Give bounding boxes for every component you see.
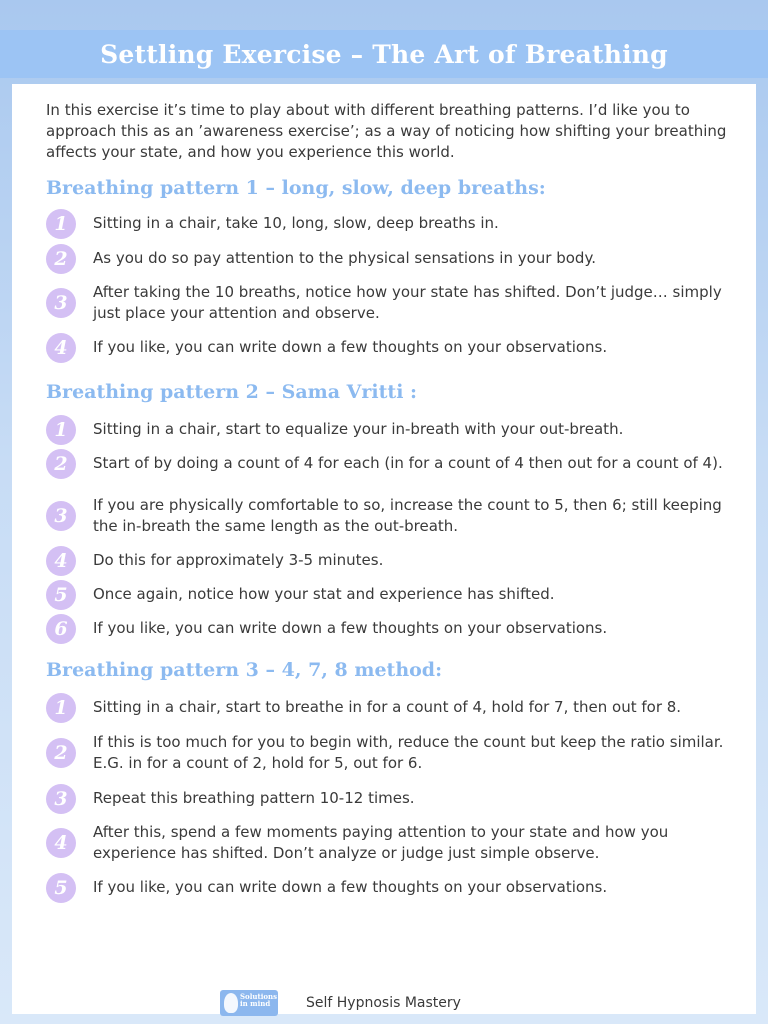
pattern-2-list bbox=[46, 419, 736, 639]
list-item bbox=[46, 282, 736, 324]
list-item bbox=[46, 453, 736, 474]
head-silhouette-icon bbox=[224, 993, 238, 1013]
header-banner bbox=[0, 30, 768, 78]
intro-paragraph: In this exercise it’s time to play about with different breathing patterns. I’d like you to approach this as an ’awareness exercise’; as a way of noticing how shifting your breathing affects your state, and how you experience this world. bbox=[46, 101, 727, 161]
list-item bbox=[46, 697, 736, 718]
list-item bbox=[46, 337, 736, 358]
item-text: If this is too much for you to begin with, reduce the count but keep the ratio similar. E.G. in for a count of 2, hold for 5, out for 6. bbox=[93, 733, 724, 772]
item-text: After this, spend a few moments paying attention to your state and how you experience has shifted. Don’t analyze or judge just simple observe. bbox=[93, 823, 669, 862]
item-text: After taking the 10 breaths, notice how your state has shifted. Don’t judge… simply just place your attention and observe. bbox=[93, 283, 722, 322]
item-text: If you like, you can write down a few thoughts on your observations. bbox=[93, 878, 608, 896]
pattern-3-list bbox=[46, 697, 736, 898]
list-item bbox=[46, 732, 736, 774]
list-item bbox=[46, 248, 736, 269]
content-panel bbox=[12, 84, 756, 1014]
item-text: Sitting in a chair, start to breathe in for a count of 4, hold for 7, then out for 8. bbox=[93, 698, 682, 716]
number-badge: 3 bbox=[46, 501, 76, 531]
number-badge: 1 bbox=[46, 693, 76, 723]
item-text: Sitting in a chair, start to equalize your in-breath with your out-breath. bbox=[93, 420, 624, 438]
content bbox=[46, 100, 736, 898]
item-text: As you do so pay attention to the physical sensations in your body. bbox=[93, 249, 596, 267]
number-badge: 4 bbox=[46, 333, 76, 363]
number-badge: 2 bbox=[46, 449, 76, 479]
item-text: If you like, you can write down a few thoughts on your observations. bbox=[93, 619, 608, 637]
list-item bbox=[46, 419, 736, 440]
page-title: Settling Exercise – The Art of Breathing bbox=[100, 39, 668, 69]
number-badge: 4 bbox=[46, 546, 76, 576]
pattern-1-list bbox=[46, 213, 736, 358]
list-item bbox=[46, 822, 736, 864]
number-badge: 1 bbox=[46, 209, 76, 239]
item-text: Sitting in a chair, take 10, long, slow, deep breaths in. bbox=[93, 214, 499, 232]
footer-text: Self Hypnosis Mastery bbox=[306, 995, 461, 1011]
section-title-1: Breathing pattern 1 – long, slow, deep breaths: bbox=[46, 177, 546, 199]
number-badge: 3 bbox=[46, 288, 76, 318]
item-text: Once again, notice how your stat and experience has shifted. bbox=[93, 585, 555, 603]
item-text: If you like, you can write down a few thoughts on your observations. bbox=[93, 338, 608, 356]
item-text: If you are physically comfortable to so, increase the count to 5, then 6; still keeping the in-breath the same length as the out-breath. bbox=[93, 496, 722, 535]
item-text: Start of by doing a count of 4 for each (in for a count of 4 then out for a count of 4). bbox=[93, 454, 723, 472]
list-item bbox=[46, 495, 736, 537]
section-title-2: Breathing pattern 2 – Sama Vritti : bbox=[46, 381, 418, 403]
number-badge: 5 bbox=[46, 873, 76, 903]
number-badge: 4 bbox=[46, 828, 76, 858]
item-text: Repeat this breathing pattern 10-12 times. bbox=[93, 789, 415, 807]
solutions-in-mind-logo bbox=[220, 990, 278, 1016]
number-badge: 1 bbox=[46, 415, 76, 445]
list-item bbox=[46, 877, 736, 898]
number-badge: 2 bbox=[46, 244, 76, 274]
number-badge: 6 bbox=[46, 614, 76, 644]
list-item bbox=[46, 788, 736, 809]
number-badge: 3 bbox=[46, 784, 76, 814]
footer bbox=[220, 990, 461, 1016]
logo-text: Solutions in mind bbox=[240, 992, 278, 1008]
number-badge: 2 bbox=[46, 738, 76, 768]
list-item bbox=[46, 550, 736, 571]
list-item bbox=[46, 618, 736, 639]
list-item bbox=[46, 584, 736, 605]
section-title-3: Breathing pattern 3 – 4, 7, 8 method: bbox=[46, 659, 443, 681]
item-text: Do this for approximately 3-5 minutes. bbox=[93, 551, 384, 569]
number-badge: 5 bbox=[46, 580, 76, 610]
list-item bbox=[46, 213, 736, 234]
